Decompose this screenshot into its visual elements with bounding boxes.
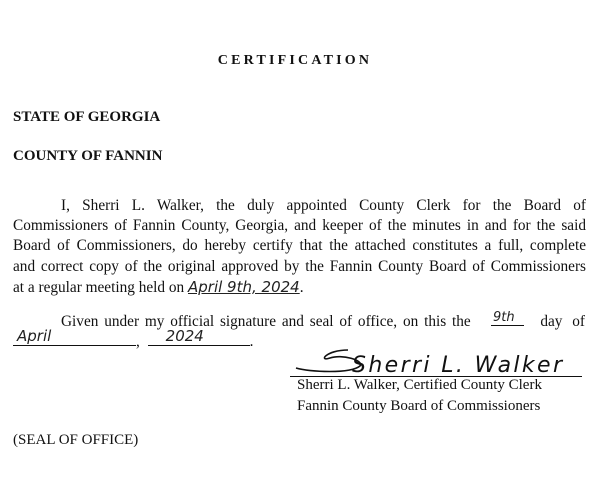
paragraph-line: and correct copy of the original approved by the Fannin County Board of Commissioners — [13, 257, 586, 275]
given-line — [61, 311, 585, 331]
period: . — [249, 333, 254, 350]
paragraph-line: Commissioners of Fannin County, Georgia, and keeper of the minutes in and for the said — [13, 217, 586, 235]
signature-text: Sherri L. Walker — [352, 353, 562, 378]
state-heading: STATE OF GEORGIA — [13, 109, 161, 125]
seal-of-office-label: (SEAL OF OFFICE) — [13, 432, 139, 448]
meeting-text: at a regular meeting held on — [13, 278, 185, 296]
paragraph-line: Board of Commissioners, do hereby certify that the attached constitutes a full, complete — [13, 237, 586, 255]
signer-name-title: Sherri L. Walker, Certified County Clerk — [297, 377, 542, 393]
document-title: CERTIFICATION — [217, 53, 373, 68]
handwritten-signature — [290, 344, 582, 378]
day-of-text: day of — [540, 313, 585, 330]
day-handwritten: 9th — [493, 310, 515, 325]
meeting-date-handwritten: April 9th, 2024 — [188, 277, 300, 296]
county-heading: COUNTY OF FANNIN — [13, 148, 163, 164]
date-line — [13, 327, 254, 351]
month-handwritten: April — [17, 327, 52, 345]
day-blank — [491, 311, 524, 326]
comma: , — [136, 333, 140, 350]
year-blank — [148, 327, 250, 346]
month-blank — [13, 327, 136, 346]
period: . — [299, 278, 304, 296]
paragraph-line: I, Sherri L. Walker, the duly appointed County Clerk for the Board of — [61, 197, 586, 214]
certification-paragraph — [13, 196, 586, 298]
given-text: Given under my official signature and seal of office, on this the — [61, 313, 471, 330]
paragraph-line — [13, 277, 586, 298]
signer-organization: Fannin County Board of Commissioners — [297, 398, 541, 414]
year-handwritten: 2024 — [165, 327, 204, 345]
